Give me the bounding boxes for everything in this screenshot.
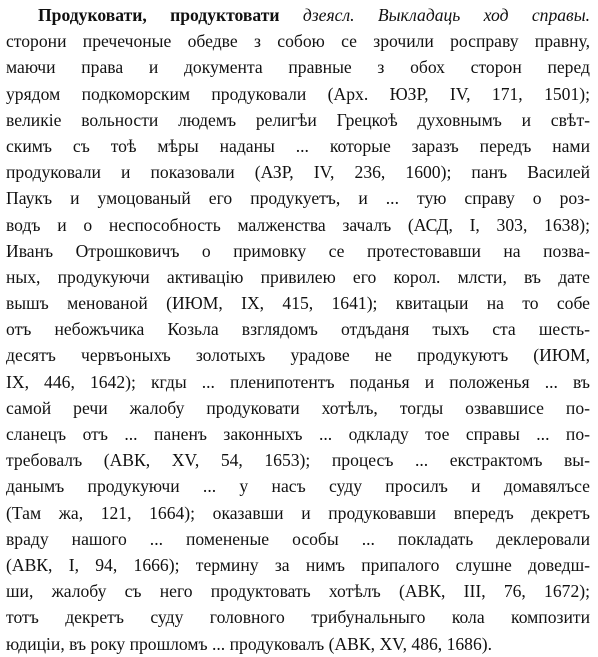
entry-line: десятъ червъоныхъ золотыхъ урадове не продукуютъ (ИЮМ, (6, 345, 590, 366)
entry-line: великіе вольности людемъ религѣи Грецкоѣ духовнымъ и свѣт- (6, 109, 590, 130)
entry-line: требовалъ (АВК, XV, 54, 1653); процесъ ... екстрактомъ вы- (6, 450, 590, 471)
entry-line-last: тотъ декретъ суду головного трибунальныго кола композити (6, 607, 590, 628)
entry-line: Иванъ Отрошковичъ о примовку се протестовавши на позва- (6, 240, 590, 261)
entry-line: продуковали и показовали (АЗР, IV, 236, 1600); панъ Василей (6, 162, 590, 183)
entry-line-last: юдиціи, въ року прошломъ ... продуковалъ (АВК, XV, 486, 1686). (6, 633, 493, 654)
entry-line: самой речи жалобу продуковати хотѣлъ, тогды озвавшисе по- (6, 397, 590, 418)
entry-line: водъ и о неспособность малженства зачалъ (АСД, I, 303, 1638); (6, 214, 590, 235)
entry-line: (Там жа, 121, 1664); оказавши и продуковавши впередъ декретъ (6, 502, 590, 523)
entry-line: вышъ менованой (ИЮМ, IX, 415, 1641); квитацыи на то собе (6, 293, 590, 314)
entry-line: маючи права и документа правные з обох сторон перед (6, 57, 590, 78)
entry-line: урядом подкоморским продуковали (Арх. ЮЗР, IV, 171, 1501); (6, 83, 590, 104)
entry-line: Паукъ и умоцованый его продукуетъ, и ... тую справу о роз- (6, 188, 590, 209)
headword: Продуковати, продуктовати (38, 5, 280, 25)
dictionary-entry (6, 2, 598, 657)
entry-line: ши, жалобу съ него продуктовать хотѣлъ (АВК, III, 76, 1672); (6, 581, 590, 602)
entry-line: скимъ съ тоѣ мѣры наданы ... которые заразъ передъ нами (6, 135, 590, 156)
entry-line: сторони пречечоные обедве з собою се зрочили росправу правну, (6, 31, 590, 52)
entry-line: (АВК, I, 94, 1666); термину за нимъ припалого слушне доведш- (6, 554, 590, 575)
entry-line: отъ небожъчика Козьла взглядомъ отдъданя тыхъ ста шесть- (6, 319, 590, 340)
grammar-label: дзеясл. (302, 5, 355, 25)
entry-line: ных, продукуючи активацію привилею его корол. млсти, въ дате (6, 266, 590, 287)
entry-line: сланецъ отъ ... паненъ законныхъ ... одкладу тое справы ... по- (6, 424, 590, 444)
entry-line: враду нашого ... помененые особы ... покладать деклеровали (6, 528, 590, 549)
definition: Выкладаць ход справы. (377, 5, 590, 25)
entry-line: данымъ продукуючи ... у насъ суду просилъ и домавялъсе (6, 476, 590, 497)
entry-line-first (6, 2, 590, 28)
entry-line: IX, 446, 1642); кгды ... пленипотентъ поданья и положенья ... въ (6, 371, 590, 392)
